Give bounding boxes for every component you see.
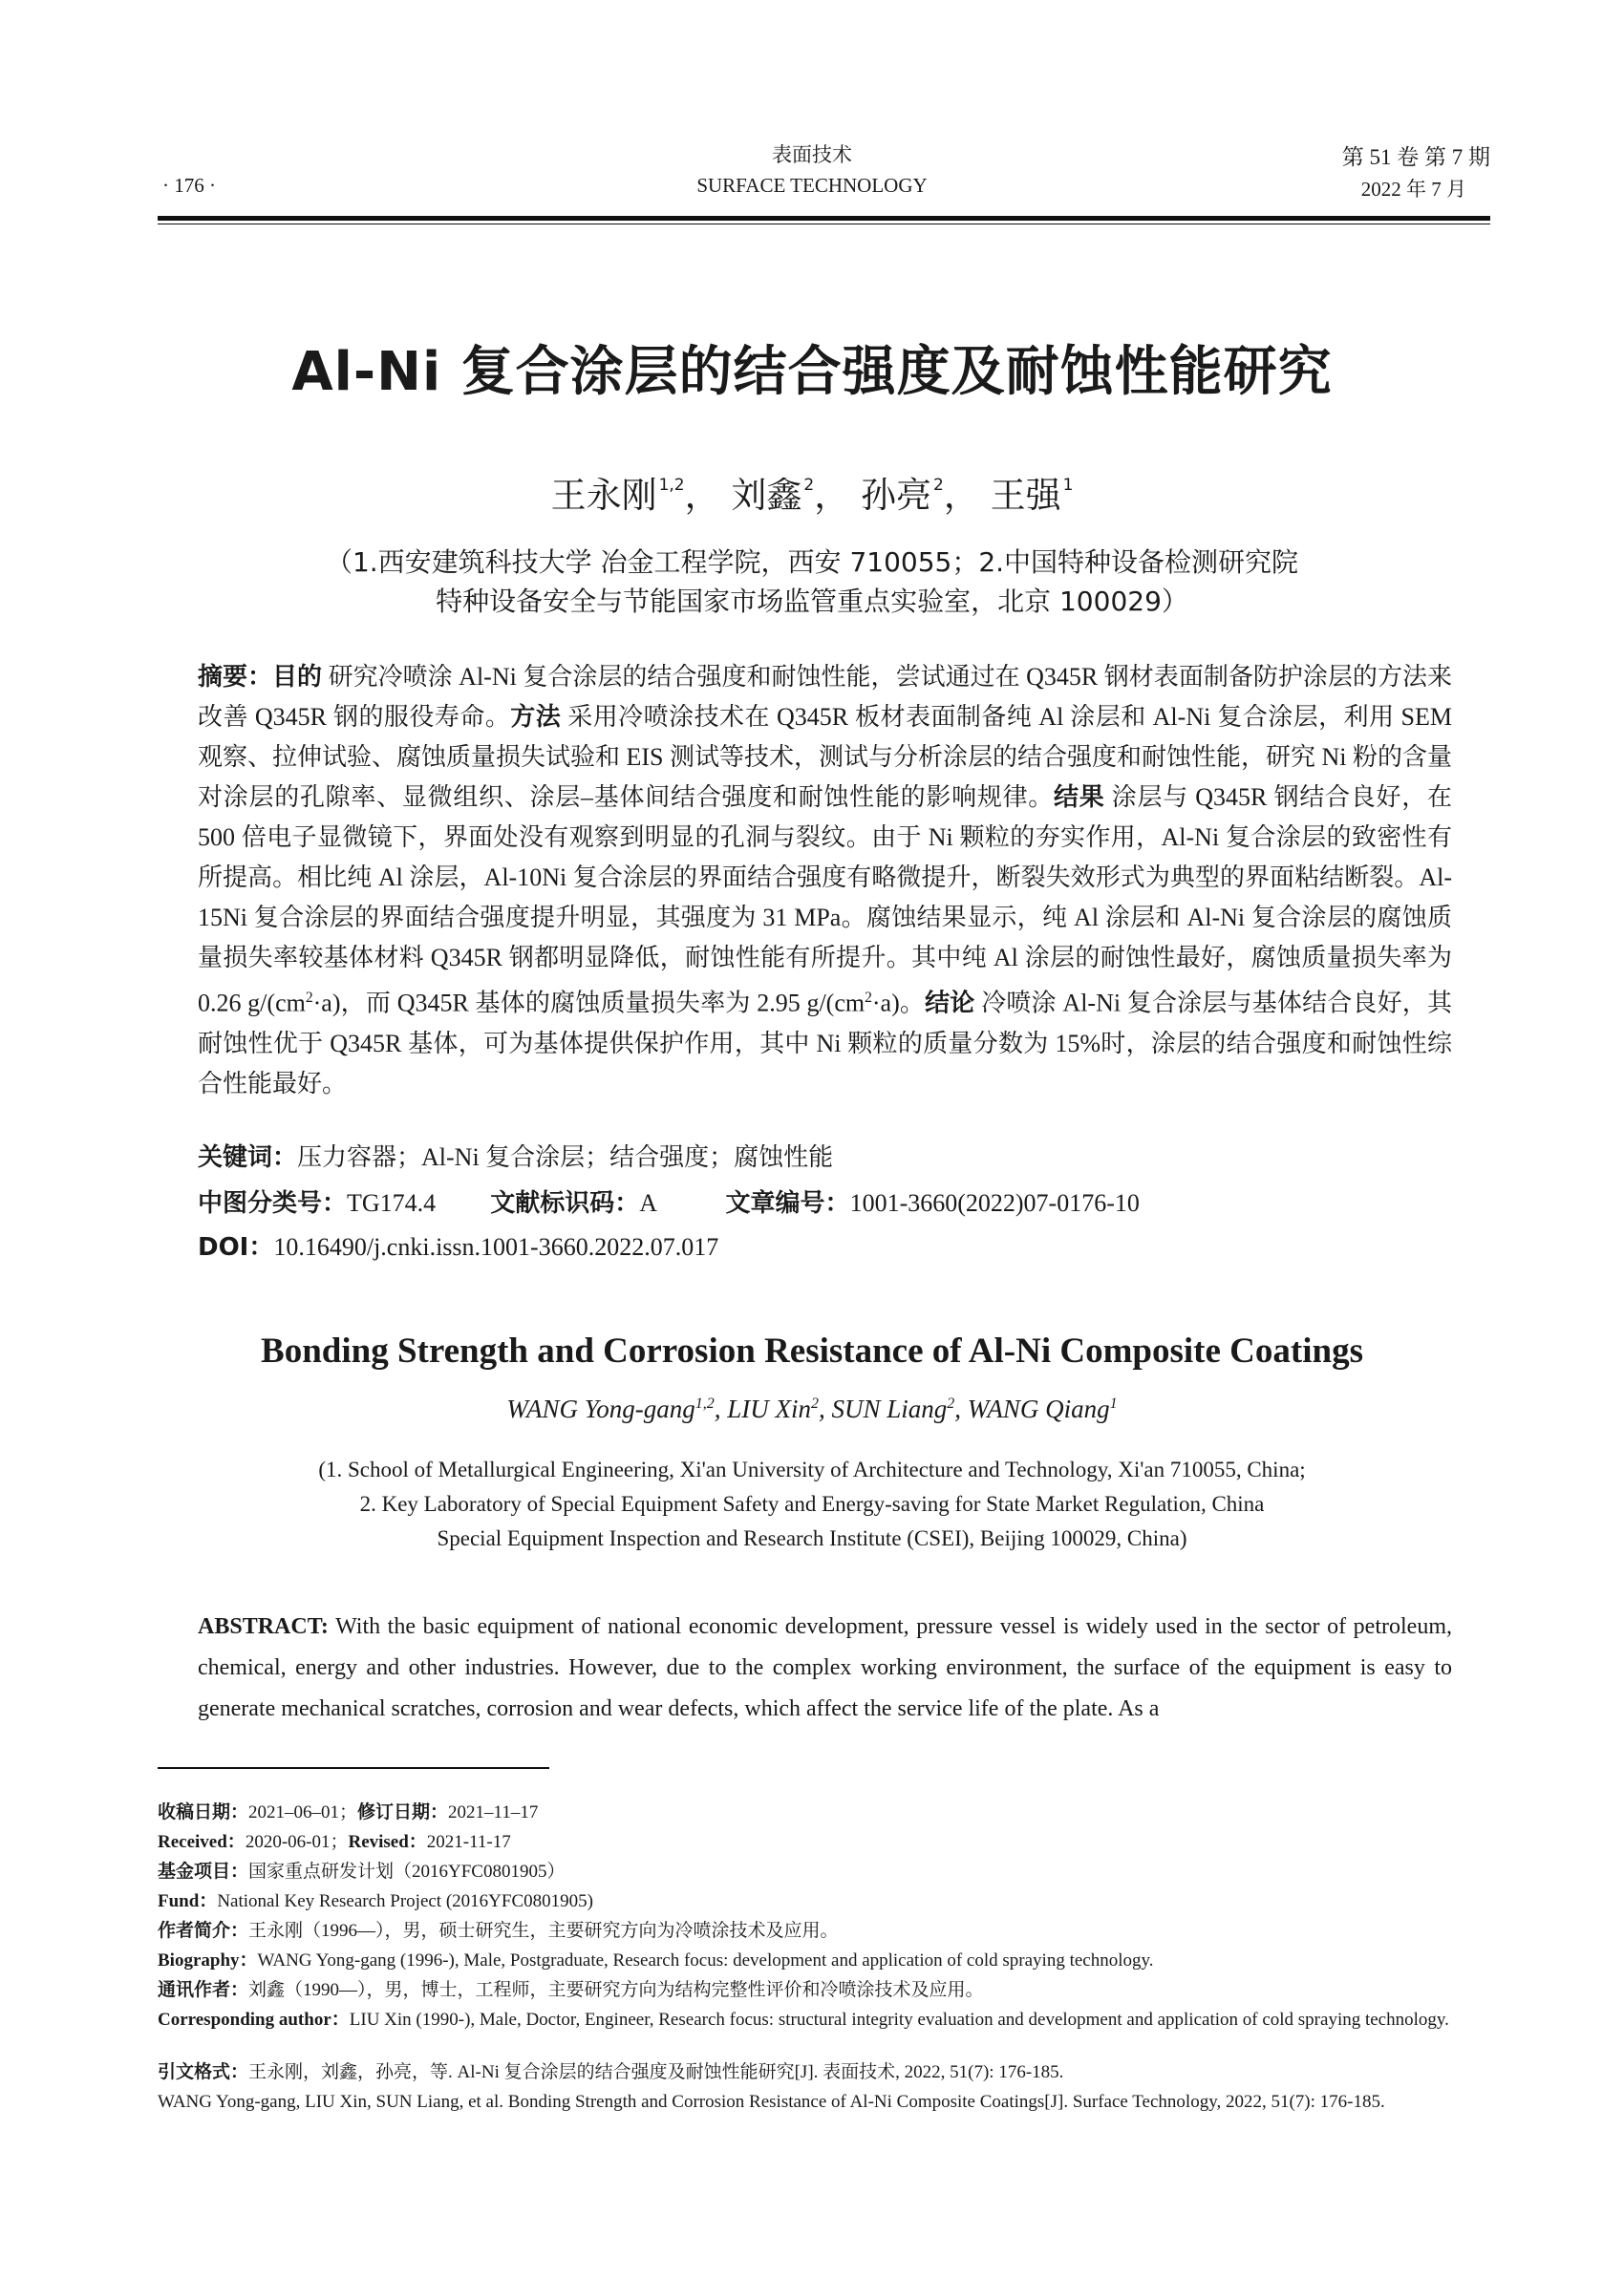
doi-value[interactable]: 10.16490/j.cnki.issn.1001-3660.2022.07.017 — [273, 1233, 719, 1261]
page-number: · 176 · — [162, 174, 216, 197]
revised-en-label: Revised： — [348, 1832, 427, 1852]
corr-en-value: LIU Xin (1990-), Male, Doctor, Engineer, Research focus: structural integrity evaluation and development and application of cold spraying technology. — [349, 2010, 1449, 2030]
author-affil-mark: 1 — [1109, 1396, 1118, 1412]
footnote-bio-en — [158, 1950, 1490, 1972]
author-affil-mark: 2 — [932, 476, 944, 495]
journal-name-zh: 表面技术 — [772, 143, 852, 166]
affiliation-zh-line: （1.西安建筑科技大学 冶金工程学院，西安 710055；2.中国特种设备检测研究院 — [325, 546, 1299, 578]
revised-zh-value: 2021–11–17 — [448, 1802, 539, 1822]
result-text: ·a)。 — [871, 989, 926, 1017]
affiliation-zh-line: 特种设备安全与节能国家市场监管重点实验室，北京 100029） — [436, 586, 1188, 617]
received-en-label: Received： — [158, 1832, 246, 1852]
volume-issue: 第 51 卷 第 7 期 — [1341, 145, 1490, 169]
journal-name-en: SURFACE TECHNOLOGY — [696, 174, 928, 197]
received-zh-label: 收稿日期： — [158, 1802, 249, 1822]
doc-code-label: 文献标识码： — [490, 1189, 640, 1218]
received-en-value: 2020-06-01； — [245, 1832, 349, 1852]
author-affil-mark: 1,2 — [694, 1396, 715, 1412]
abstract-en-label: ABSTRACT: — [198, 1614, 329, 1639]
bio-en-label: Biography： — [158, 1950, 258, 1971]
footnote-rule — [158, 1767, 549, 1769]
footnote-cite-zh — [158, 2061, 1490, 2084]
author-affil-mark: 2 — [947, 1396, 955, 1412]
author-name: LIU Xin — [727, 1395, 811, 1423]
conclusion-text: 冷喷涂 Al-Ni 复合涂层与基体结合良好，其耐蚀性优于 Q345R 基体，可为基体提供保护作用，其中 Ni 颗粒的质量分数为 15%时，涂层的结合强度和耐蚀性综合性能最好。 — [198, 989, 1452, 1097]
fund-en-label: Fund： — [158, 1891, 218, 1911]
affiliation-en-line: (1. School of Metallurgical Engineering, Xi'an University of Architecture and Technology, Xi'an 710055, China; — [318, 1458, 1306, 1481]
doi-line — [198, 1228, 1452, 1267]
doi-label: DOI： — [198, 1233, 274, 1262]
revised-en-value: 2021-11-17 — [426, 1832, 511, 1852]
keywords — [198, 1139, 1452, 1177]
superscript: 2 — [305, 990, 313, 1006]
conclusion-label: 结论 — [925, 989, 975, 1018]
authors-zh — [0, 466, 1624, 518]
author-affil-mark: 2 — [811, 1396, 819, 1412]
footnote-received-en — [158, 1831, 1490, 1854]
objective-text: 研究冷喷涂 Al-Ni 复合涂层的结合强度和耐蚀性能，尝试通过在 Q345R 钢材表面制备防护涂层的方法来改善 Q345R 钢的服役寿命。 — [198, 663, 1452, 731]
cite-zh-value: 王永刚，刘鑫，孙亮，等. Al-Ni 复合涂层的结合强度及耐蚀性能研究[J]. 表面技术, 2022, 51(7): 176-185. — [248, 2062, 1064, 2082]
classification-line — [198, 1184, 1452, 1223]
fund-zh-value: 国家重点研发计划（2016YFC0801905） — [248, 1862, 566, 1882]
fund-zh-label: 基金项目： — [158, 1862, 249, 1882]
keywords-text: 压力容器；Al-Ni 复合涂层；结合强度；腐蚀性能 — [297, 1143, 834, 1171]
author-separator: ， — [684, 475, 720, 516]
page-title-zh: Al-Ni 复合涂层的结合强度及耐蚀性能研究 — [291, 341, 1333, 403]
clc-value: TG174.4 — [347, 1189, 437, 1217]
revised-zh-label: 修订日期： — [357, 1802, 449, 1822]
author-name: WANG Yong-gang — [506, 1395, 695, 1423]
bio-zh-label: 作者简介： — [158, 1921, 249, 1941]
fund-en-value: National Key Research Project (2016YFC0801905) — [217, 1891, 593, 1911]
cite-zh-label: 引文格式： — [158, 2062, 249, 2082]
footnote-corr-zh — [158, 1979, 1490, 2002]
footnote-cite-en: WANG Yong-gang, LIU Xin, SUN Liang, et al. Bonding Strength and Corrosion Resistance of Al-Ni Composite Coatings[J]. Surface Technology, 2022, 51(7): 176-185. — [158, 2092, 1385, 2112]
abstract-en — [198, 1607, 1452, 1730]
author-affil-mark: 1,2 — [658, 476, 685, 495]
author-name: 刘鑫 — [731, 475, 802, 516]
objective-label: 目的 — [272, 663, 323, 692]
issue-date: 2022 年 7 月 — [1360, 178, 1466, 201]
author-affil-mark: 2 — [803, 476, 815, 495]
author-name: 王永刚 — [550, 475, 657, 516]
method-text: 采用冷喷涂技术在 Q345R 板材表面制备纯 Al 涂层和 Al-Ni 复合涂层，利用 SEM 观察、拉伸试验、腐蚀质量损失试验和 EIS 测试等技术，测试与分析涂层的结合强度和耐蚀性能，研究 Ni 粉的含量对涂层的孔隙率、显微组织、涂层–基体间结合强度和耐蚀性能的影响规律。 — [198, 703, 1453, 811]
corr-en-label: Corresponding author： — [158, 2010, 350, 2030]
affiliation-en-line: 2. Key Laboratory of Special Equipment Safety and Energy-saving for State Market Regulation, China — [359, 1492, 1265, 1516]
clc-label: 中图分类号： — [198, 1189, 348, 1218]
corr-zh-label: 通讯作者： — [158, 1980, 249, 2000]
author-name: WANG Qiang — [967, 1395, 1110, 1423]
superscript: 2 — [865, 990, 872, 1006]
article-number-value: 1001-3660(2022)07-0176-10 — [849, 1189, 1140, 1217]
result-text: 涂层与 Q345R 钢结合良好，在 500 倍电子显微镜下，界面处没有观察到明显的孔洞与裂纹。由于 Ni 颗粒的夯实作用，Al-Ni 复合涂层的致密性有所提高。相比纯 Al 涂层，Al-10Ni 复合涂层的界面结合强度有略微提升，断裂失效形式为典型的界面粘结断裂。Al-15Ni 复合涂层的界面结合强度提升明显，其强度为 31 MPa。腐蚀结果显示，纯 Al 涂层和 Al-Ni 复合涂层的腐蚀质量损失率较基体材料 Q345R 钢都明显降低，耐蚀性能有所提升。其中纯 Al 涂层的耐蚀性最好，腐蚀质量损失率为 0.26 g/(cm — [198, 783, 1452, 1017]
author-separator: ， — [814, 475, 850, 516]
header-rule — [158, 216, 1490, 221]
abstract-en-text: With the basic equipment of national economic development, pressure vessel is widely used in the sector of petroleum, chemical, energy and other industries. However, due to the complex working environment, the surface of the equipment is easy to generate mechanical scratches, corrosion and wear defects, which affect the service life of the plate. As a — [198, 1614, 1452, 1721]
bio-en-value: WANG Yong-gang (1996-), Male, Postgraduate, Research focus: development and application of cold spraying technology. — [257, 1950, 1154, 1971]
corr-zh-value: 刘鑫（1990—），男，博士，工程师，主要研究方向为结构完整性评价和冷喷涂技术及应用。 — [248, 1980, 984, 2000]
result-text: ·a)，而 Q345R 基体的腐蚀质量损失率为 2.95 g/(cm — [312, 989, 865, 1017]
result-label: 结果 — [1054, 783, 1105, 812]
bio-zh-value: 王永刚（1996—），男，硕士研究生，主要研究方向为冷喷涂技术及应用。 — [248, 1921, 839, 1941]
page-title-en: Bonding Strength and Corrosion Resistance of Al-Ni Composite Coatings — [261, 1332, 1363, 1371]
article-number-label: 文章编号： — [725, 1189, 850, 1218]
keywords-label: 关键词： — [198, 1143, 298, 1172]
doc-code-value: A — [639, 1189, 656, 1217]
received-zh-value: 2021–06–01； — [248, 1802, 358, 1822]
footnote-fund-zh — [158, 1861, 1490, 1884]
footnote-fund-en — [158, 1890, 1490, 1913]
authors-en: WANG Yong-gang$^{1,2}$, LIU Xin$^2$, SUN Liang$^2$, WANG Qiang$^1$ — [506, 1395, 1118, 1423]
author-affil-mark: 1 — [1062, 476, 1074, 495]
author-separator: ， — [943, 475, 979, 516]
author-name: SUN Liang — [831, 1395, 948, 1423]
method-label: 方法 — [510, 703, 562, 732]
footnote-bio-zh — [158, 1920, 1490, 1943]
footnote-received-zh — [158, 1801, 1490, 1824]
author-name: 孙亮 — [860, 475, 931, 516]
author-name: 王强 — [990, 475, 1061, 516]
footnote-corr-en — [158, 2009, 1490, 2032]
affiliation-en-line: Special Equipment Inspection and Research Institute (CSEI), Beijing 100029, China) — [437, 1526, 1187, 1550]
abstract-label: 摘要： — [198, 663, 273, 692]
abstract-zh — [198, 657, 1452, 1104]
